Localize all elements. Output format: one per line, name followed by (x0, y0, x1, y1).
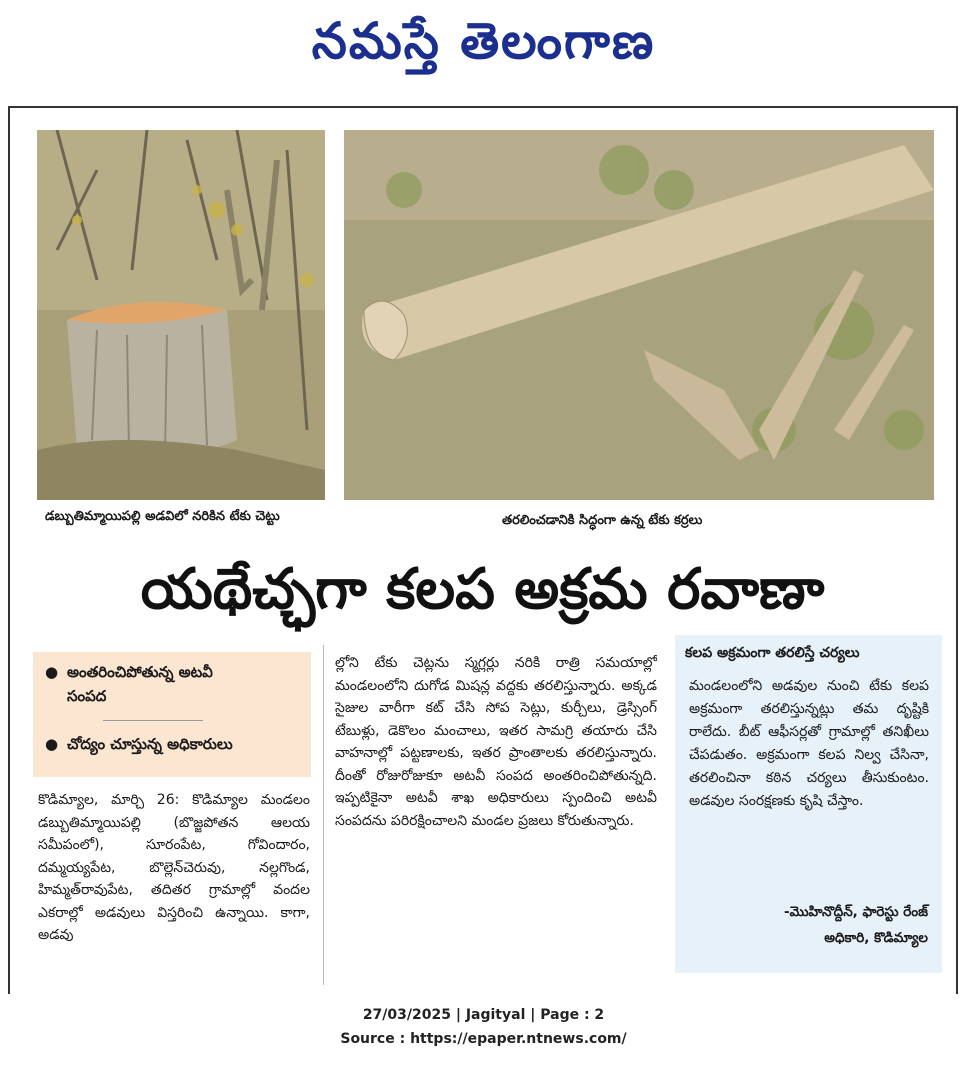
article-column-2: ల్లోని టేకు చెట్లను స్మగ్లర్లు నరికి రాత్రి సమయాల్లో మండలంలోని దుగోడ మిషన్ల వద్దకు తరలిస్తున్నారు. అక్కడ సైజుల వారీగా కట్ చేసి సోప సెట్లు, కుర్చీలు, డ్రెస్సింగ్ టేబుళ్లు, డెకొలం మంచాలు, ఇతర సామగ్రి తయారు చేసి వాహనాల్లో పట్టణాలకు, ఇతర ప్రాంతాలకు తరలిస్తున్నారు. దీంతో రోజురోజుకూ అటవీ సంపద అంతరించిపోతున్నది. ఇప్పటికైనా అటవీ శాఖ అధికారులు స్పందించి అటవీ సంపదను పరిరక్షించాలని మండల ప్రజలు కోరుతున్నారు. (335, 655, 657, 829)
footer-date-edition: 27/03/2025 | Jagityal | Page : 2 (362, 1007, 605, 1023)
forest-officer-quote-box (675, 635, 942, 973)
article-column-1: కొడిమ్యాల, మార్చి 26: కొడిమ్యాల మండలం డబ్బుతిమ్మాయిపల్లి (బొజ్జపోతన ఆలయ సమీపంలో), సూరంపేట, గోవిందారం, దమ్మయ్యపేట, బొల్లెన్‌చెరువు, నల్లగొండ, హిమ్మత్‌రావుపేట, తదితర గ్రామాల్లో వందల ఎకరాల్లో అడవులు విస్తరించి ఉన్నాయి. కాగా, అడవు (38, 792, 310, 943)
headline: యథేచ్ఛగా కలప అక్రమ రవాణా (140, 557, 825, 622)
bullet-icon: ● (45, 663, 59, 681)
sidebar-attribution: -మొహినొద్దీన్, ఫారెస్టు రేంజ్ అధికారి, కొడిమ్యాల (783, 904, 928, 946)
column-rule (323, 645, 324, 985)
highlight-divider (103, 720, 203, 721)
left-photo-caption: డబ్బుతిమ్మాయిపల్లి అడవిలో నరికిన టేకు చెట్టు (45, 509, 280, 524)
footer-source: Source : https://epaper.ntnews.com/ (340, 1031, 627, 1047)
tree-stump-photo (37, 130, 325, 500)
teak-logs-photo (344, 130, 934, 500)
bullet-icon: ● (45, 735, 59, 753)
right-photo-caption: తరలించడానికి సిద్ధంగా ఉన్న టేకు కర్రలు (502, 513, 703, 528)
sidebar-body: మండలంలోని అడవుల నుంచి టేకు కలప అక్రమంగా తరలిస్తున్నట్లు తమ దృష్టికి రాలేదు. బీట్ ఆఫీసర్లతో గ్రామాల్లో తనిఖీలు చేపడుతం. అక్రమంగా కలప నిల్వ చేసినా, తరలించినా కఠిన చర్యలు తీసుకుంటం. అడవుల సంరక్షణకు కృషి చేస్తాం. (689, 678, 929, 809)
highlight-item: ● చోద్యం చూస్తున్న అధికారులు (49, 732, 311, 756)
highlights-box (33, 652, 311, 777)
sidebar-title: కలప అక్రమంగా తరలిస్తే చర్యలు (685, 645, 860, 661)
highlight-item: ● అంతరించిపోతున్న అటవీ సంపద (49, 660, 249, 708)
masthead-logo: నమస్తే తెలంగాణ (311, 12, 656, 70)
